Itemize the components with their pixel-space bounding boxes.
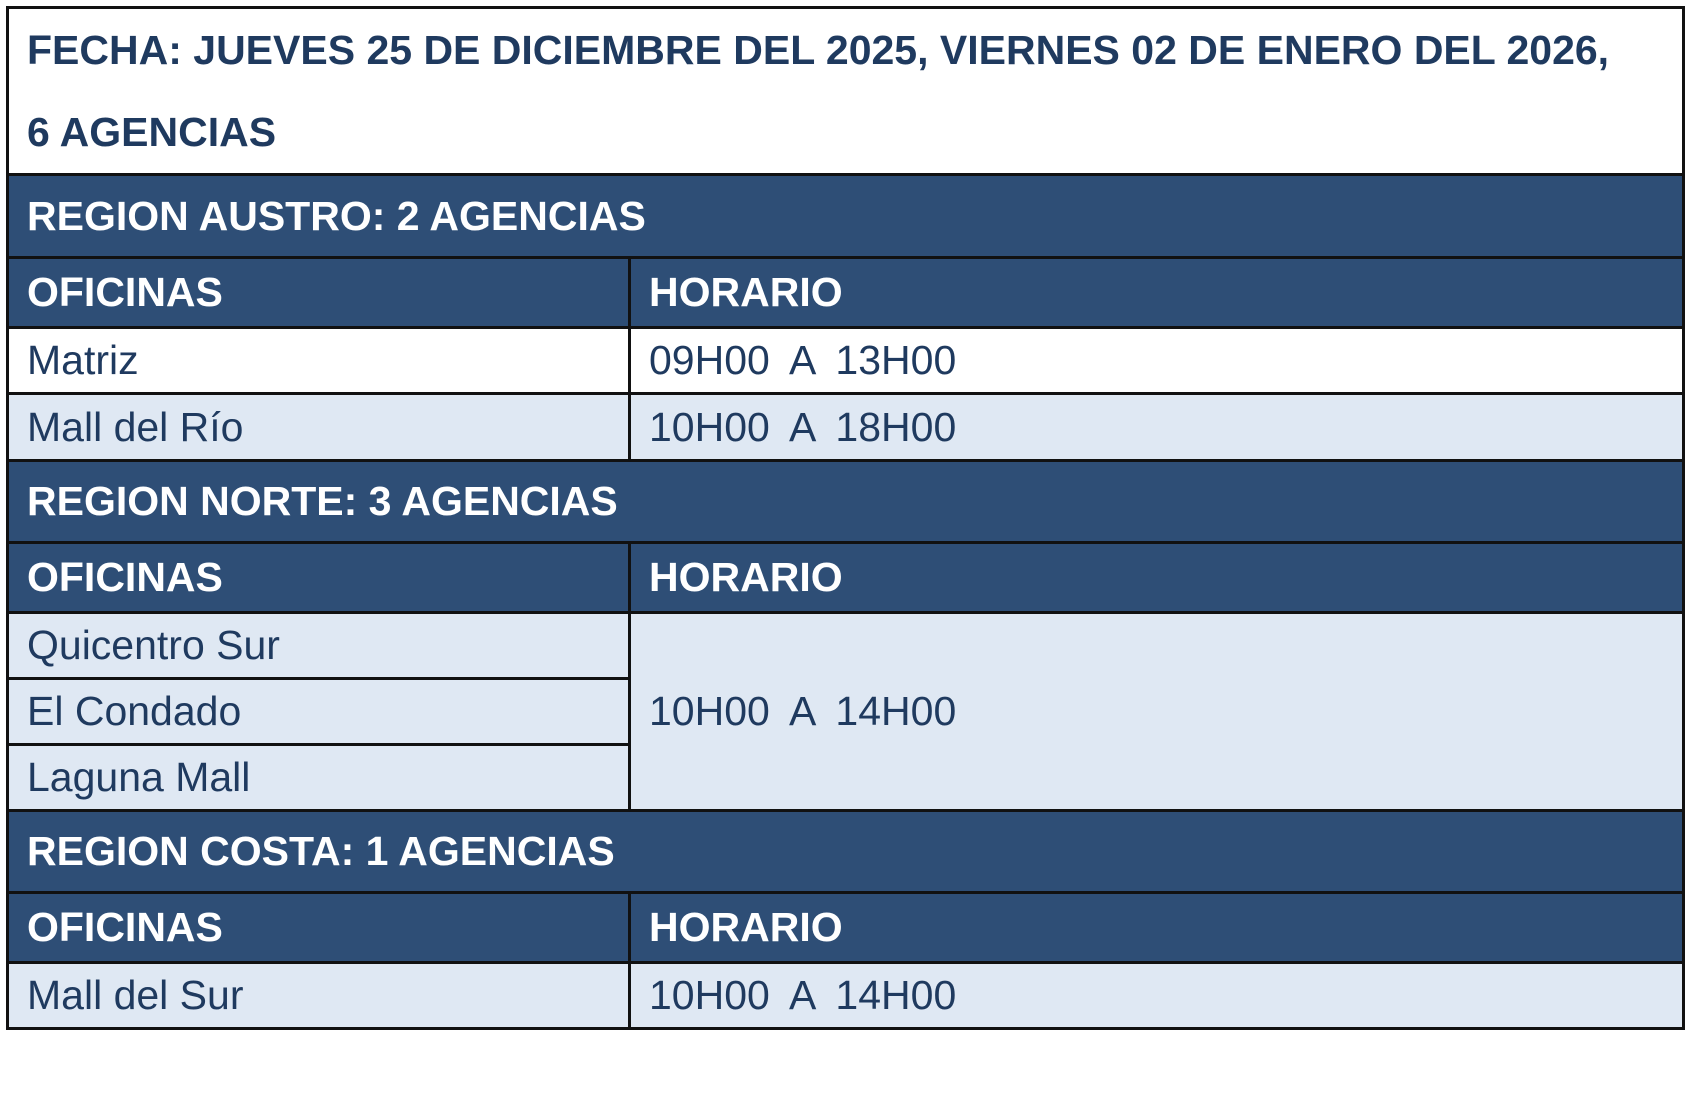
title-row <box>8 8 1684 175</box>
column-header-row <box>8 543 1684 613</box>
title-line-2: 6 AGENCIAS <box>27 109 277 155</box>
column-header-oficinas: OFICINAS <box>8 543 630 613</box>
column-header-oficinas: OFICINAS <box>8 258 630 328</box>
column-header-oficinas: OFICINAS <box>8 893 630 963</box>
oficina-cell: Matriz <box>8 328 630 394</box>
schedule-table <box>6 6 1685 1030</box>
column-header-horario: HORARIO <box>630 543 1684 613</box>
column-header-horario: HORARIO <box>630 258 1684 328</box>
column-header-row <box>8 258 1684 328</box>
oficina-cell: El Condado <box>8 679 630 745</box>
region-title-austro: REGION AUSTRO: 2 AGENCIAS <box>8 175 1684 258</box>
column-header-row <box>8 893 1684 963</box>
oficina-cell: Laguna Mall <box>8 745 630 811</box>
table-row <box>8 394 1684 461</box>
oficina-cell: Mall del Sur <box>8 963 630 1029</box>
table-row <box>8 963 1684 1029</box>
table-row <box>8 613 1684 679</box>
document-title <box>8 8 1684 175</box>
column-header-horario: HORARIO <box>630 893 1684 963</box>
agency-schedule-document <box>6 6 1682 1089</box>
horario-cell: 10H00 A 14H00 <box>630 963 1684 1029</box>
region-row-costa <box>8 811 1684 893</box>
region-row-norte <box>8 461 1684 543</box>
horario-cell: 09H00 A 13H00 <box>630 328 1684 394</box>
region-row-austro <box>8 175 1684 258</box>
oficina-cell: Quicentro Sur <box>8 613 630 679</box>
table-row <box>8 328 1684 394</box>
oficina-cell: Mall del Río <box>8 394 630 461</box>
region-title-costa: REGION COSTA: 1 AGENCIAS <box>8 811 1684 893</box>
horario-cell: 10H00 A 18H00 <box>630 394 1684 461</box>
title-line-1: FECHA: JUEVES 25 DE DICIEMBRE DEL 2025, VIERNES 02 DE ENERO DEL 2026, <box>27 27 1610 73</box>
region-title-norte: REGION NORTE: 3 AGENCIAS <box>8 461 1684 543</box>
horario-cell-shared: 10H00 A 14H00 <box>630 613 1684 811</box>
